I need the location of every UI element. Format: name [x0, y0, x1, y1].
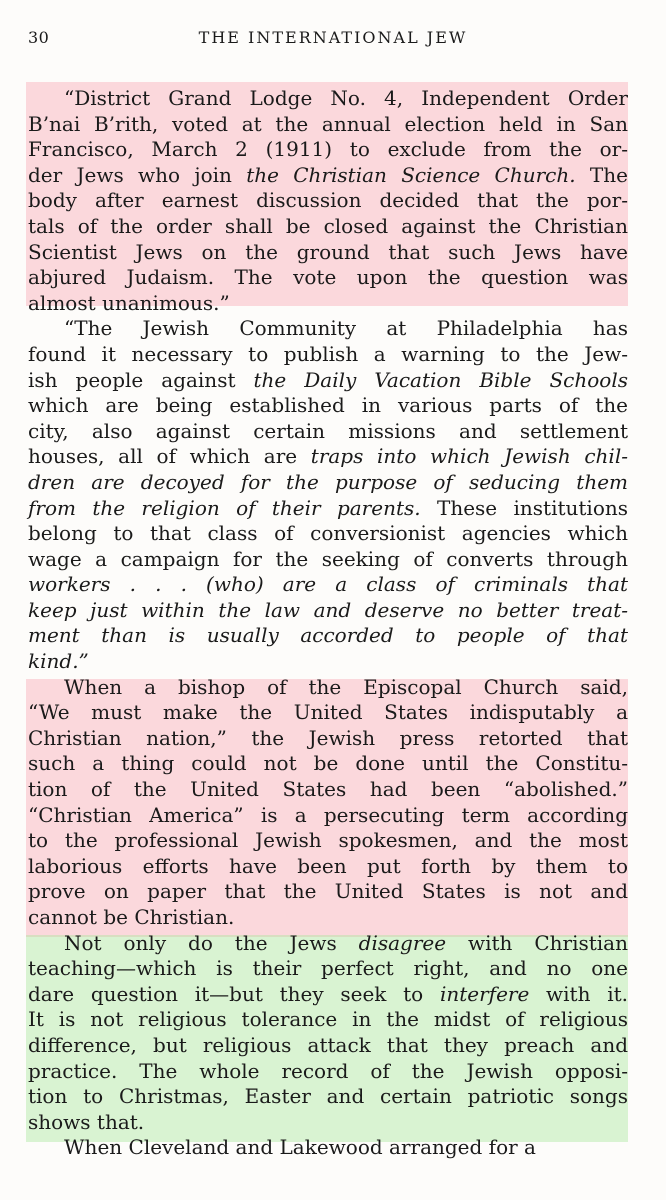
text-line: [28, 726, 628, 752]
text-run: ish people against: [28, 367, 254, 392]
text-run: found it necessary to publish a warning to the Jew-: [28, 341, 628, 366]
text-run: When a bishop of the Episcopal Church said,: [64, 674, 628, 699]
text-run: teaching—which is their perfect right, and no one: [28, 956, 628, 981]
page-number: 30: [28, 28, 50, 47]
text-run: shows that.: [28, 1109, 145, 1134]
text-line: [28, 803, 628, 829]
text-line: [28, 342, 628, 368]
text-run: “Christian America” is a persecuting term according: [28, 802, 628, 827]
paragraph-interfere: [28, 931, 628, 1136]
text-run: laborious efforts have been put forth by them to: [28, 853, 628, 878]
text-line: [28, 521, 628, 547]
text-line: [28, 419, 628, 445]
text-run: Christian nation,” the Jewish press retorted that: [28, 725, 628, 750]
text-run: cannot be Christian.: [28, 905, 235, 929]
text-run: body after earnest discussion decided that the por-: [28, 188, 628, 213]
text-run: to the professional Jewish spokesmen, and the most: [28, 828, 628, 853]
text-run: difference, but religious attack that they preach and: [28, 1032, 628, 1057]
text-line: [28, 496, 628, 522]
paragraph-philadelphia: [28, 316, 628, 674]
text-line: [28, 470, 628, 496]
text-line: [28, 265, 628, 291]
italic-run: keep just within the law and deserve no better treat-: [28, 597, 628, 622]
text-run: dare question it—but they seek to: [28, 981, 440, 1006]
text-line: [28, 1033, 628, 1059]
text-line: [28, 598, 628, 624]
text-run: wage a campaign for the seeking of converts through: [28, 546, 628, 571]
text-run: tion of the United States had been “abolished.”: [28, 777, 628, 802]
text-line: [28, 879, 628, 905]
paragraph-bnai-brith: [28, 86, 628, 316]
text-line: [28, 240, 628, 266]
italic-run: from the religion of their parents.: [28, 495, 421, 520]
text-run: These institutions: [420, 495, 628, 520]
text-line: [28, 1059, 628, 1085]
text-line: [28, 854, 628, 880]
paragraph-cleveland: [28, 1135, 628, 1161]
text-run: abjured Judaism. The vote upon the question was: [28, 265, 628, 290]
text-line: [28, 905, 628, 931]
text-line: [28, 1084, 628, 1110]
text-run: houses, all of which are: [28, 444, 311, 469]
text-line: [28, 163, 628, 189]
text-run: It is not religious tolerance in the midst of religious: [28, 1007, 628, 1032]
italic-run: workers . . . (who) are a class of criminals that: [28, 572, 628, 597]
text-run: prove on paper that the United States is not and: [28, 879, 628, 904]
text-line: [28, 572, 628, 598]
text-run: practice. The whole record of the Jewish opposi-: [28, 1058, 628, 1083]
text-line: [28, 700, 628, 726]
running-title: THE INTERNATIONAL JEW: [198, 28, 468, 47]
italic-run: traps into which Jewish chil-: [310, 444, 628, 469]
text-line: [28, 137, 628, 163]
text-run: tals of the order shall be closed against the Christian: [28, 213, 628, 238]
text-line: [28, 444, 628, 470]
italic-run: disagree: [358, 930, 447, 955]
text-run: tion to Christmas, Easter and certain patriotic songs: [28, 1084, 628, 1109]
page-header: [0, 28, 666, 58]
text-run: Francisco, March 2 (1911) to exclude from the or-: [28, 137, 628, 162]
text-run: with it.: [529, 981, 628, 1006]
text-line: [28, 291, 628, 317]
text-line: [28, 931, 628, 957]
text-line: [28, 368, 628, 394]
text-run: such a thing could not be done until the Constitu-: [28, 751, 628, 776]
italic-run: kind.”: [28, 649, 89, 674]
text-run: almost unanimous.”: [28, 290, 230, 315]
text-run: The: [575, 162, 628, 187]
italic-run: the Christian Science Church.: [246, 162, 576, 187]
text-run: B’nai B’rith, voted at the annual election held in San: [28, 111, 628, 136]
italic-run: ment than is usually accorded to people of that: [28, 623, 628, 648]
text-line: [28, 393, 628, 419]
italic-run: the Daily Vacation Bible Schools: [253, 367, 628, 392]
text-line: [28, 956, 628, 982]
text-run: der Jews who join: [28, 162, 247, 187]
text-line: [28, 547, 628, 573]
text-run: “District Grand Lodge No. 4, Independent Order: [64, 86, 628, 110]
text-line: [28, 751, 628, 777]
italic-run: dren are decoyed for the purpose of seducing them: [28, 469, 628, 494]
text-run: with Christian: [446, 930, 628, 955]
text-run: Not only do the Jews: [64, 930, 359, 955]
text-run: Scientist Jews on the ground that such Jews have: [28, 239, 628, 264]
text-run: “We must make the United States indisputably a: [28, 700, 628, 725]
text-line: [28, 623, 628, 649]
paragraph-episcopal: [28, 675, 628, 931]
text-line: [28, 1110, 628, 1136]
text-line: [28, 188, 628, 214]
text-line: [28, 982, 628, 1008]
text-run: When Cleveland and Lakewood arranged for a: [64, 1135, 536, 1160]
text-line: [28, 86, 628, 112]
text-line: [28, 649, 628, 675]
text-run: belong to that class of conversionist agencies which: [28, 521, 628, 546]
text-run: city, also against certain missions and settlement: [28, 418, 628, 443]
text-line: [28, 828, 628, 854]
text-line: [28, 214, 628, 240]
italic-run: interfere: [439, 981, 530, 1006]
text-run: “The Jewish Community at Philadelphia has: [64, 316, 628, 341]
text-line: [28, 675, 628, 701]
text-line: [28, 112, 628, 138]
text-line: [28, 777, 628, 803]
text-run: which are being established in various parts of the: [28, 393, 628, 418]
body-text: [28, 86, 628, 1161]
text-line: [28, 316, 628, 342]
text-line: [28, 1135, 628, 1161]
text-line: [28, 1007, 628, 1033]
